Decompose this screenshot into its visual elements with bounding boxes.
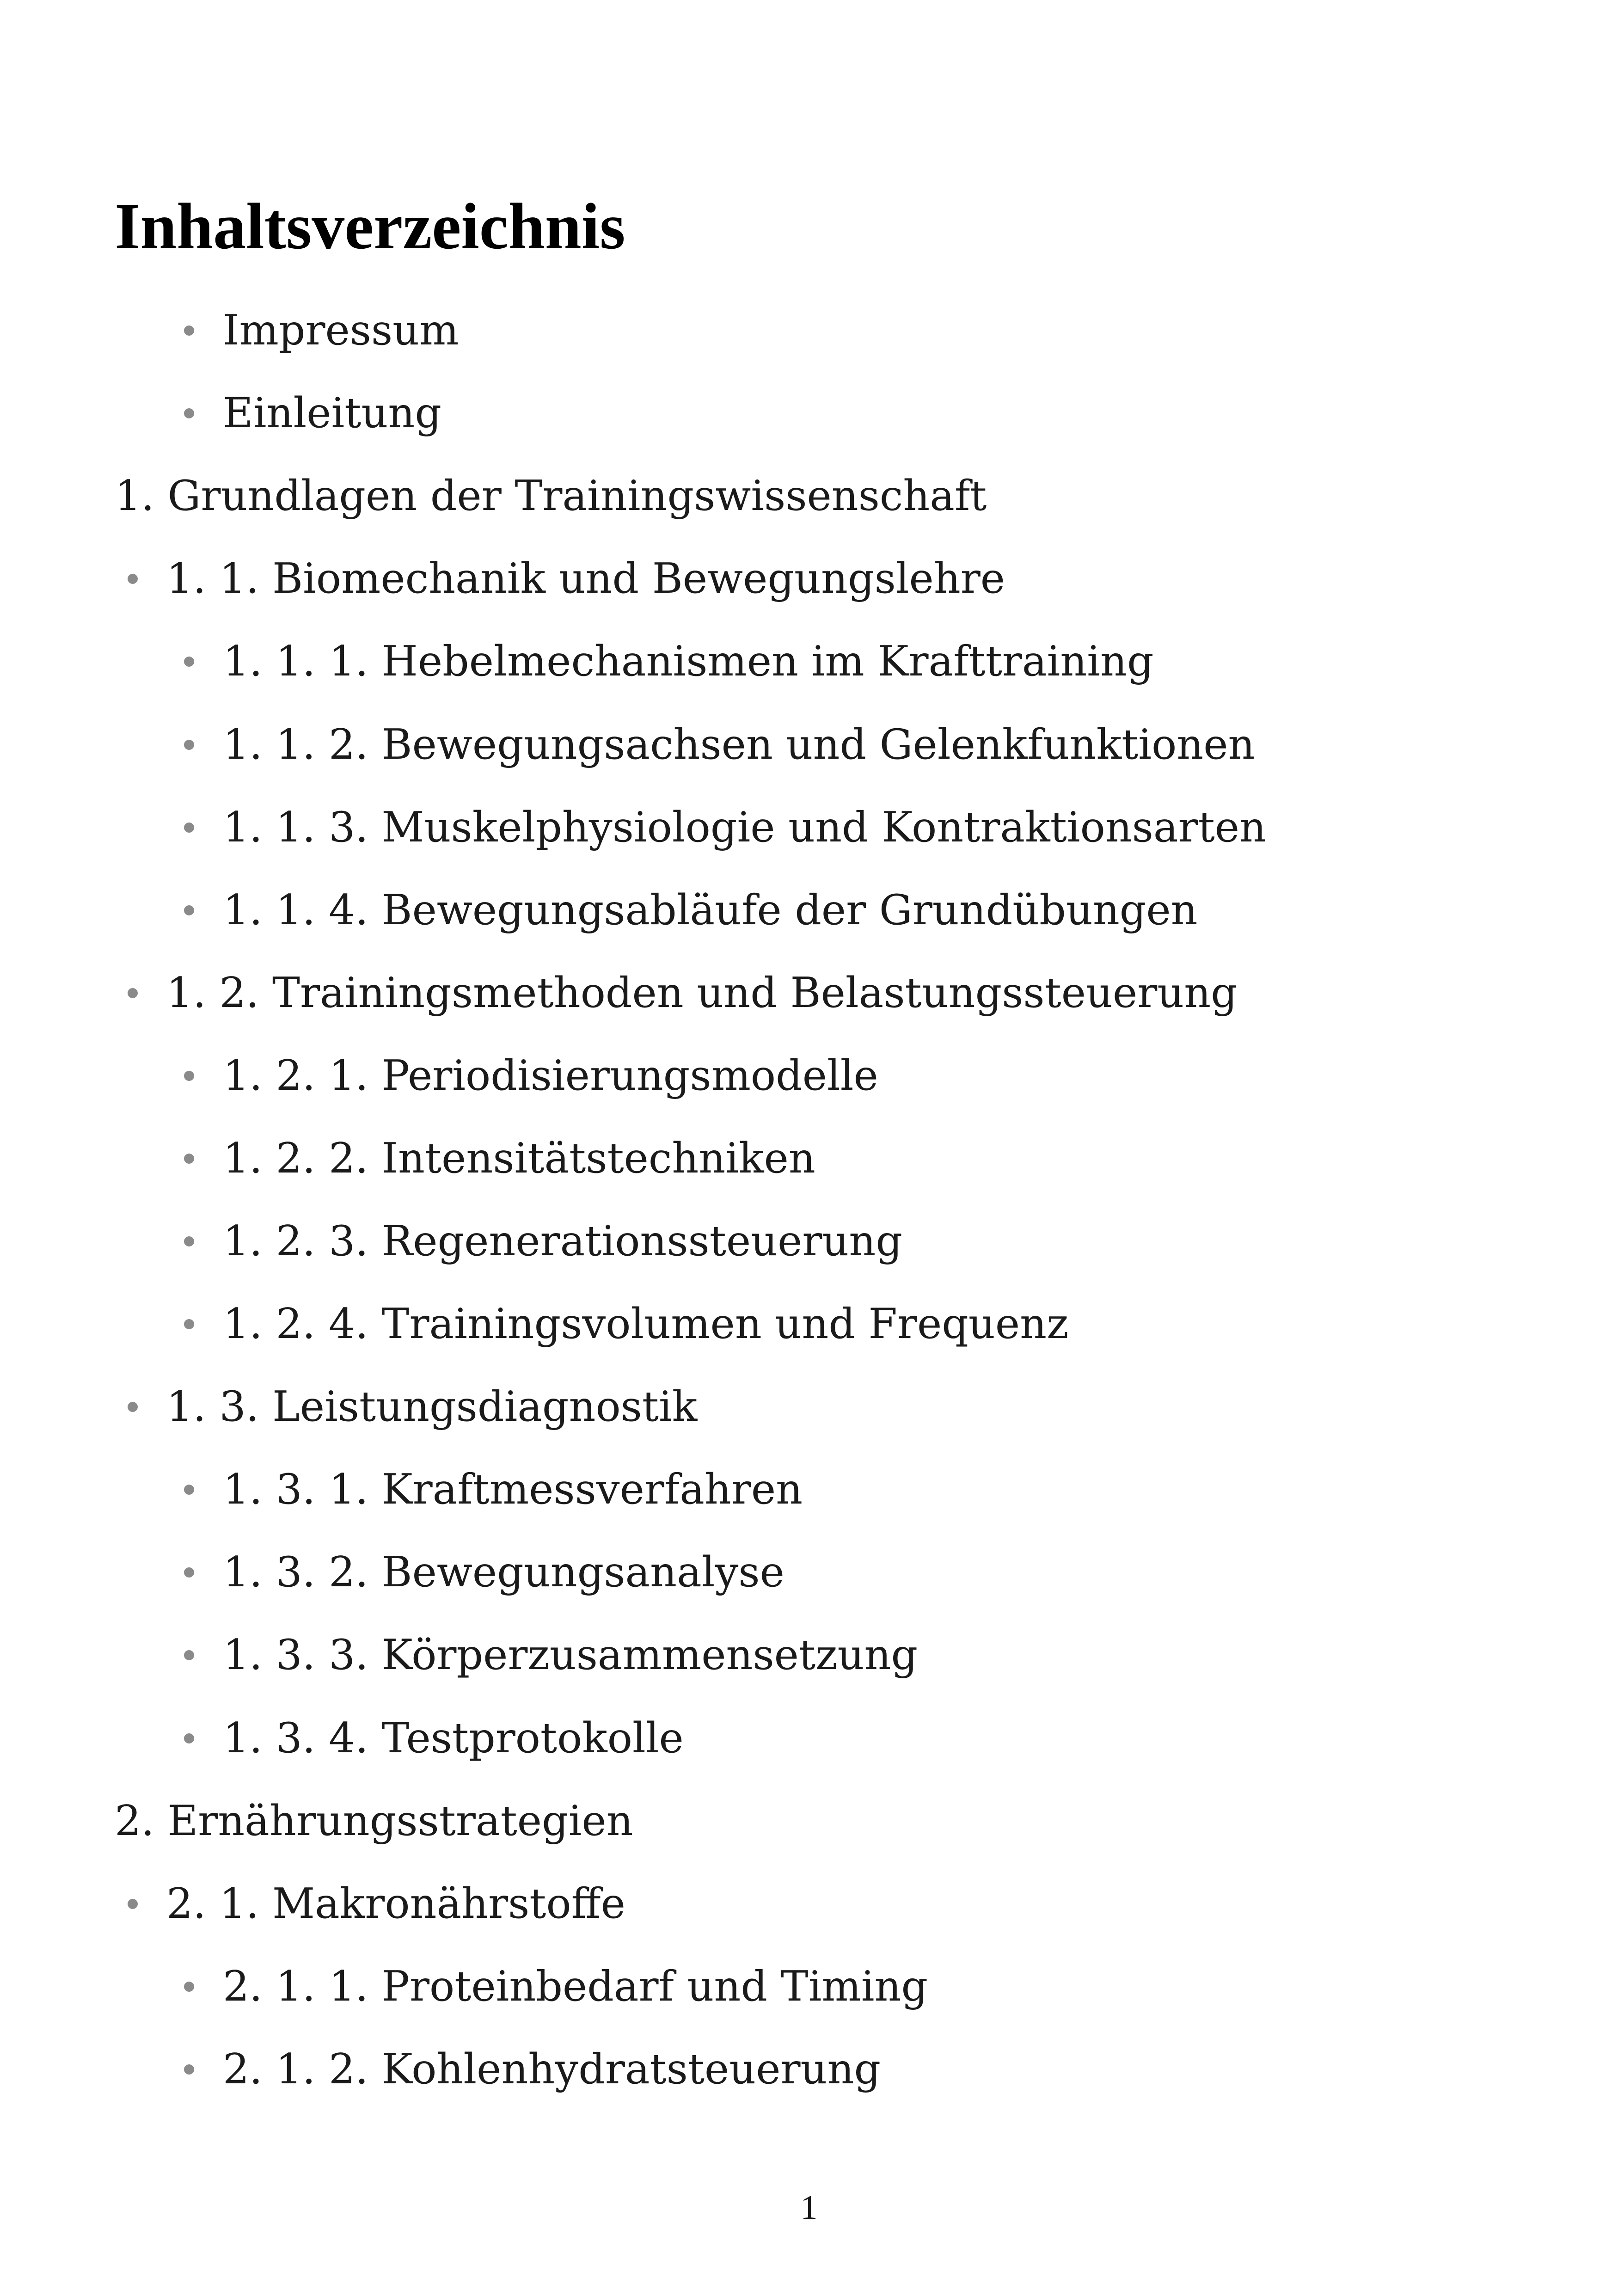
bullet-icon <box>184 1236 194 1246</box>
bullet-icon <box>184 740 194 750</box>
toc-item-1-3-1[interactable] <box>184 1448 803 1531</box>
bullet-icon <box>184 1071 194 1081</box>
bullet-icon <box>128 574 138 584</box>
toc-item-2-1-1[interactable] <box>184 1945 928 2028</box>
toc-item-label: 1. 1. 3. Muskelphysiologie und Kontraktionsarten <box>223 803 1266 852</box>
toc-item-1-1-2[interactable] <box>184 703 1255 786</box>
toc-item-label: Impressum <box>223 306 459 355</box>
toc-item-label: 1. 2. 1. Periodisierungsmodelle <box>223 1051 878 1100</box>
bullet-icon <box>184 1733 194 1743</box>
toc-chapter-label: 2. Ernährungsstrategien <box>115 1797 633 1845</box>
toc-item-label: 1. 1. 4. Bewegungsabläufe der Grundübungen <box>223 886 1198 934</box>
bullet-icon <box>184 823 194 833</box>
toc-item-1-1-1[interactable] <box>184 620 1154 703</box>
toc-item-1-3-3[interactable] <box>184 1614 918 1697</box>
toc-item-label: 1. 2. 4. Trainingsvolumen und Frequenz <box>223 1300 1069 1348</box>
toc-section-1-3[interactable] <box>128 1365 697 1449</box>
toc-chapter-1[interactable] <box>115 454 987 538</box>
bullet-icon <box>128 988 138 998</box>
toc-section-label: 1. 2. Trainingsmethoden und Belastungssteuerung <box>166 969 1238 1017</box>
toc-section-label: 1. 3. Leistungsdiagnostik <box>166 1382 698 1431</box>
bullet-icon <box>184 2064 194 2075</box>
toc-item-einleitung[interactable] <box>184 372 441 455</box>
toc-section-1-1[interactable] <box>128 537 1005 620</box>
toc-chapter-2[interactable] <box>115 1780 633 1863</box>
page-title: Inhaltsverzeichnis <box>115 190 625 263</box>
toc-item-label: 1. 2. 2. Intensitätstechniken <box>223 1134 815 1183</box>
bullet-icon <box>184 325 194 336</box>
toc-item-2-1-2[interactable] <box>184 2028 881 2111</box>
bullet-icon <box>184 657 194 667</box>
toc-item-1-2-2[interactable] <box>184 1117 815 1200</box>
bullet-icon <box>184 905 194 915</box>
toc-section-label: 1. 1. Biomechanik und Bewegungslehre <box>166 554 1005 603</box>
toc-item-label: 1. 3. 1. Kraftmessverfahren <box>223 1465 803 1514</box>
bullet-icon <box>184 1485 194 1495</box>
toc-section-label: 2. 1. Makronährstoffe <box>166 1879 625 1928</box>
toc-item-label: 2. 1. 2. Kohlenhydratsteuerung <box>223 2045 881 2093</box>
toc-item-1-1-3[interactable] <box>184 786 1266 869</box>
toc-item-label: 2. 1. 1. Proteinbedarf und Timing <box>223 1962 928 2011</box>
page-number: 1 <box>800 2189 818 2227</box>
toc-item-label: 1. 3. 3. Körperzusammensetzung <box>223 1631 918 1679</box>
toc-item-impressum[interactable] <box>184 289 459 372</box>
toc-item-1-1-4[interactable] <box>184 869 1198 952</box>
toc-chapter-label: 1. Grundlagen der Trainingswissenschaft <box>115 472 987 520</box>
bullet-icon <box>128 1402 138 1412</box>
bullet-icon <box>128 1899 138 1909</box>
bullet-icon <box>184 1154 194 1164</box>
toc-item-label: 1. 2. 3. Regenerationssteuerung <box>223 1217 902 1265</box>
toc-item-1-2-1[interactable] <box>184 1034 878 1117</box>
bullet-icon <box>184 1567 194 1578</box>
toc-section-2-1[interactable] <box>128 1862 625 1946</box>
toc-item-1-2-4[interactable] <box>184 1283 1069 1366</box>
bullet-icon <box>184 1650 194 1660</box>
toc-item-label: 1. 1. 2. Bewegungsachsen und Gelenkfunktionen <box>223 720 1255 769</box>
toc-item-label: 1. 3. 2. Bewegungsanalyse <box>223 1548 784 1596</box>
toc-item-1-3-2[interactable] <box>184 1531 784 1614</box>
bullet-icon <box>184 408 194 418</box>
toc-item-1-2-3[interactable] <box>184 1200 902 1283</box>
bullet-icon <box>184 1982 194 1992</box>
toc-item-1-3-4[interactable] <box>184 1697 684 1780</box>
bullet-icon <box>184 1319 194 1329</box>
toc-item-label: 1. 3. 4. Testprotokolle <box>223 1714 684 1762</box>
toc-section-1-2[interactable] <box>128 952 1238 1035</box>
toc-item-label: Einleitung <box>223 389 441 437</box>
toc-item-label: 1. 1. 1. Hebelmechanismen im Krafttraining <box>223 637 1154 686</box>
